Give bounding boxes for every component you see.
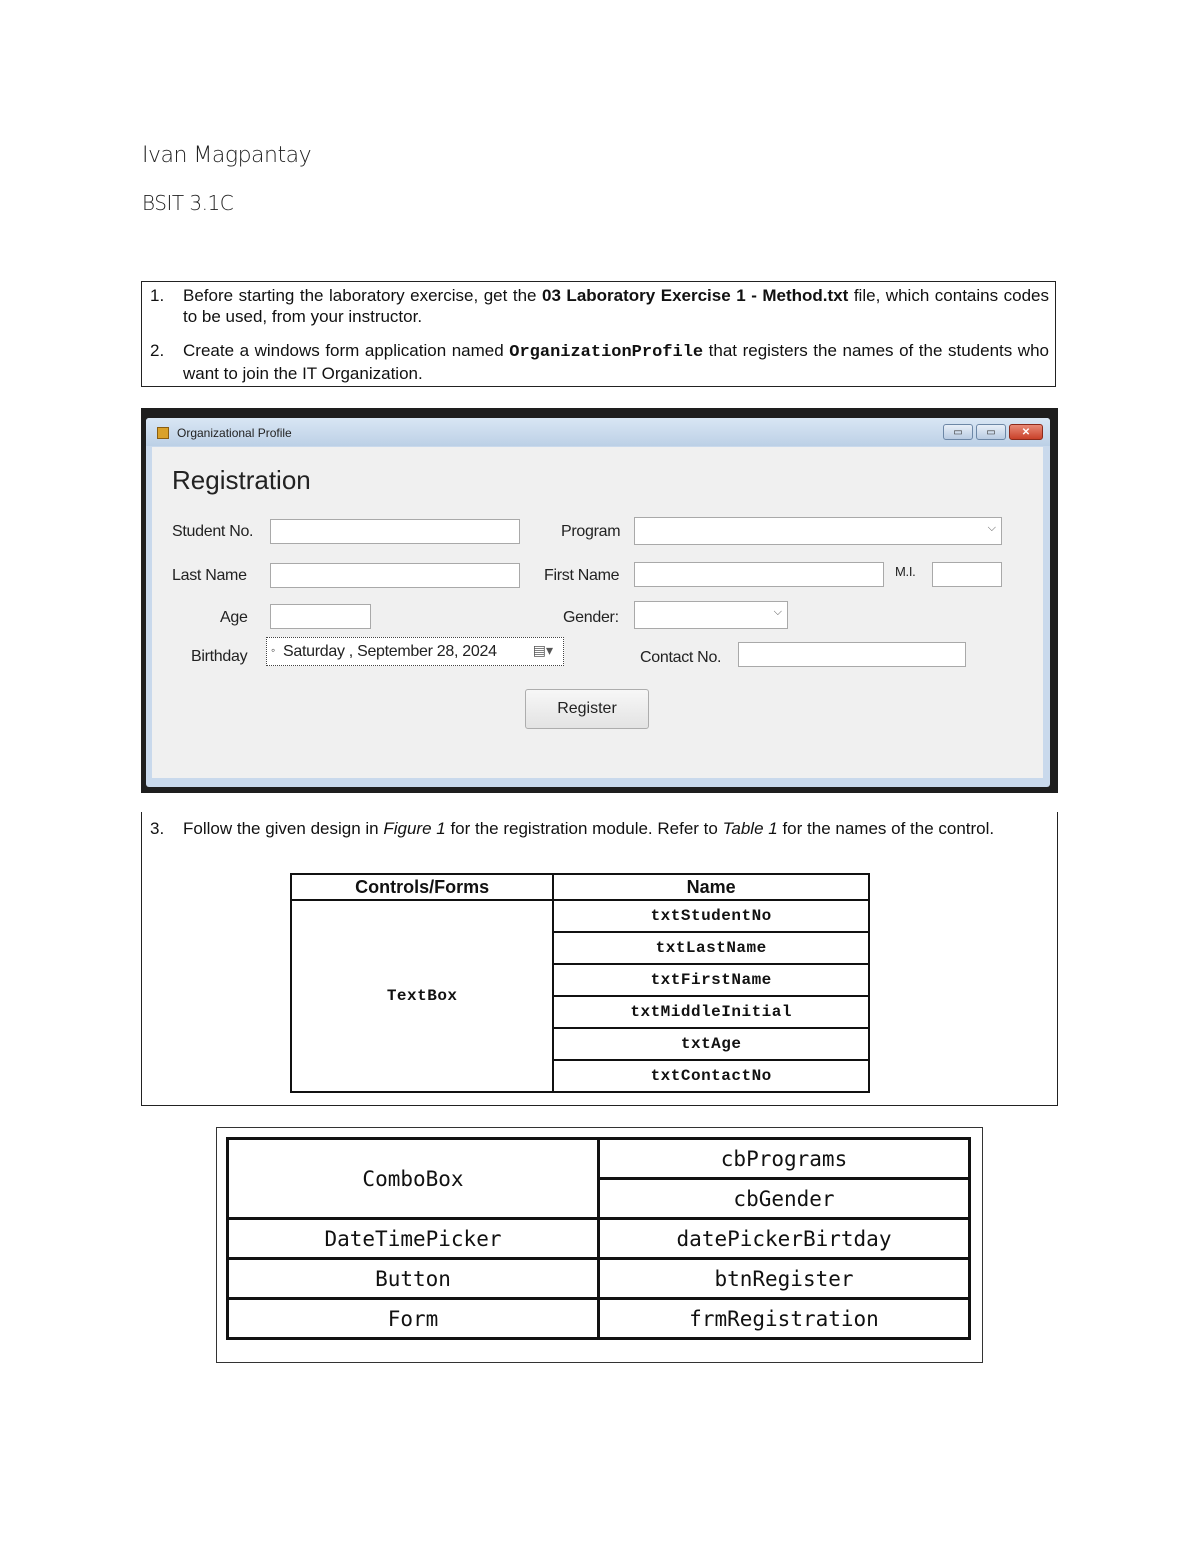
app-icon [157, 427, 169, 439]
control-name-cell: txtStudentNo [553, 900, 869, 932]
control-name-cell: txtFirstName [553, 964, 869, 996]
control-name-cell: txtLastName [553, 932, 869, 964]
minimize-button[interactable]: ▭ [943, 424, 973, 440]
last-name-label: Last Name [172, 567, 247, 584]
instruction-3: 3. Follow the given design in Figure 1 for the registration module. Refer to Table 1 for the names of the control. [150, 819, 995, 838]
control-name-cell: cbGender [599, 1179, 970, 1219]
control-name-cell: txtContactNo [553, 1060, 869, 1092]
calendar-dropdown-icon[interactable]: ▤▾ [532, 642, 553, 658]
instruction-2: 2. Create a windows form application named OrganizationProfile that registers the names of the students who want to join the IT Organization. [150, 341, 1049, 383]
gender-label: Gender: [563, 609, 619, 626]
student-name: Ivan Magpantay [142, 143, 312, 168]
figure-1-screenshot [141, 408, 1058, 793]
age-label: Age [220, 609, 248, 626]
control-name-cell: txtAge [553, 1028, 869, 1060]
gender-combobox[interactable] [634, 601, 788, 629]
maximize-button[interactable]: ▭ [976, 424, 1006, 440]
control-type-cell: Button [228, 1259, 599, 1299]
controls-table-2 [226, 1137, 971, 1340]
birthday-label: Birthday [191, 648, 248, 665]
controls-table-1 [290, 873, 870, 1093]
chevron-down-icon[interactable]: ⌵ [987, 522, 996, 534]
instruction-1: 1. Before starting the laboratory exercise, get the 03 Laboratory Exercise 1 - Method.txt file, which contains codes to be used, from your instructor. [150, 286, 1049, 326]
first-name-input[interactable] [634, 562, 884, 587]
contact-no-label: Contact No. [640, 649, 722, 666]
birthday-value: Saturday , September 28, 2024 [283, 643, 497, 660]
student-section: BSIT 3.1C [142, 191, 234, 215]
step-3-box [141, 812, 1058, 1106]
mi-input[interactable] [932, 562, 1002, 587]
checkbox-icon[interactable]: ◦ [271, 643, 276, 657]
program-label: Program [561, 523, 621, 540]
birthday-date-picker[interactable] [266, 637, 564, 666]
instructions-box [141, 281, 1056, 387]
control-name-cell: cbPrograms [599, 1139, 970, 1179]
control-name-cell: txtMiddleInitial [553, 996, 869, 1028]
register-button[interactable]: Register [525, 689, 649, 729]
age-input[interactable] [270, 604, 371, 629]
form-client-area [152, 447, 1043, 778]
last-name-input[interactable] [270, 563, 520, 588]
form-heading: Registration [172, 465, 311, 495]
chevron-down-icon[interactable]: ⌵ [773, 606, 782, 618]
contact-no-input[interactable] [738, 642, 966, 667]
control-name-cell: frmRegistration [599, 1299, 970, 1339]
table-header: Controls/Forms [291, 874, 553, 900]
title-bar [146, 418, 1050, 446]
student-no-input[interactable] [270, 519, 520, 544]
control-name-cell: datePickerBirtday [599, 1219, 970, 1259]
control-type-cell: Form [228, 1299, 599, 1339]
student-no-label: Student No. [172, 523, 254, 540]
window-title: Organizational Profile [177, 426, 292, 440]
first-name-label: First Name [544, 567, 620, 584]
control-name-cell: btnRegister [599, 1259, 970, 1299]
control-type-cell: DateTimePicker [228, 1219, 599, 1259]
control-type-cell: TextBox [291, 900, 553, 1092]
form-window [146, 418, 1050, 787]
mi-label: M.I. [895, 564, 916, 579]
table-header: Name [553, 874, 869, 900]
lab-file-name: 03 Laboratory Exercise 1 - Method.txt [542, 286, 849, 305]
app-name-code: OrganizationProfile [509, 343, 704, 362]
close-button[interactable]: ✕ [1009, 424, 1043, 440]
control-type-cell: ComboBox [228, 1139, 599, 1219]
controls-table-2-frame [216, 1127, 983, 1363]
program-combobox[interactable] [634, 517, 1002, 545]
